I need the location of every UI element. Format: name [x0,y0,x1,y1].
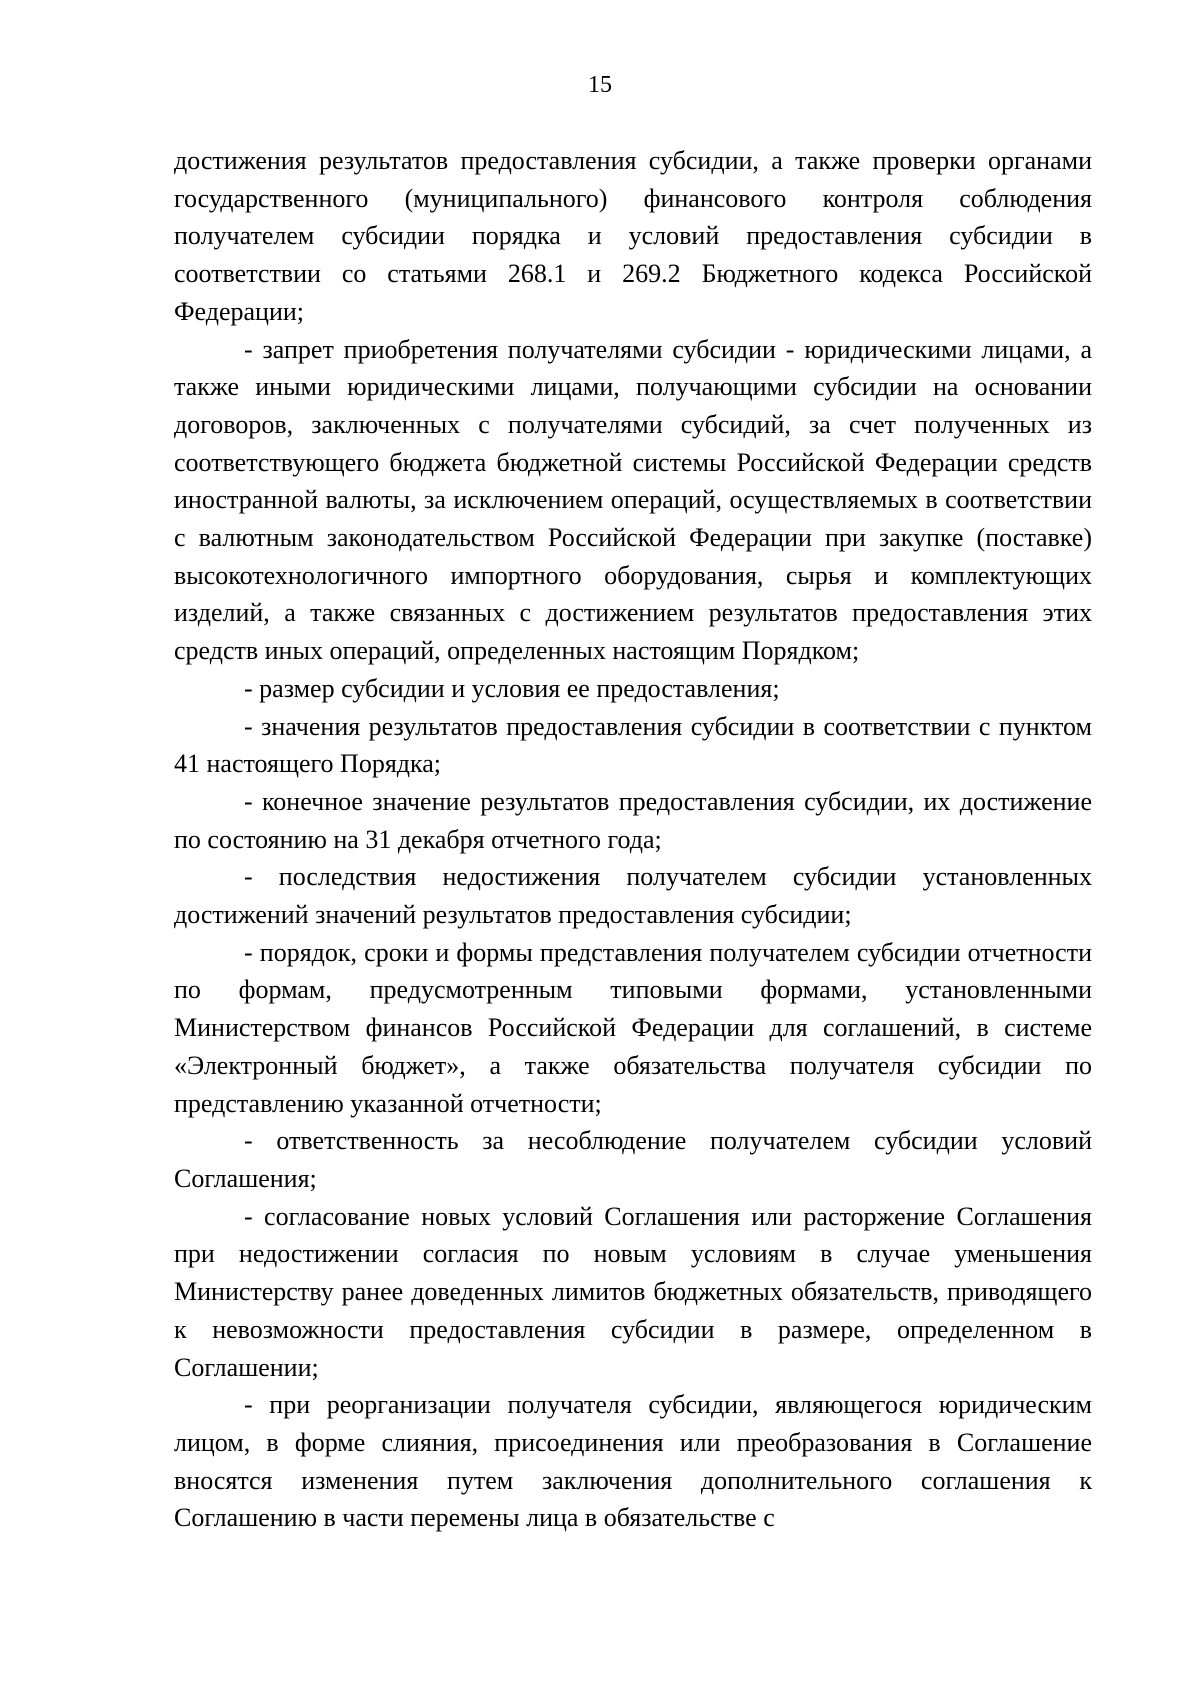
paragraph-new-conditions: - согласование новых условий Соглашения или расторжение Соглашения при недостижении согласия по новым условиям в случае уменьшения Министерству ранее доведенных лимитов бюджетных обязательств, приводящего к невозможности предоставления субсидии в размере, определенном в Соглашении; [174,1201,1092,1382]
paragraph-result-values: - значения результатов предоставления субсидии в соответствии с пунктом 41 настоящего Порядка; [174,711,1092,779]
paragraph-subsidy-size: - размер субсидии и условия ее предоставления; [244,673,780,703]
paragraph-reporting: - порядок, сроки и формы представления получателем субсидии отчетности по формам, предусмотренным типовыми формами, установленными Министерством финансов Российской Федерации для соглашений, в системе «Электронный бюджет», а также обязательства получателя субсидии по представлению указанной отчетности; [174,937,1092,1118]
paragraph-consequences: - последствия недостижения получателем субсидии установленных достижений значений результатов предоставления субсидии; [174,862,1092,930]
page-number: 15 [588,72,612,98]
paragraph-continuation: достижения результатов предоставления субсидии, а также проверки органами государственного (муниципального) финансового контроля соблюдения получателем субсидии порядка и условий предоставления субсидии в соответствии со статьями 268.1 и 269.2 Бюджетного кодекса Российской Федерации; [174,146,1092,326]
paragraph-final-value: - конечное значение результатов предоставления субсидии, их достижение по состоянию на 31 декабря отчетного года; [174,786,1092,854]
paragraph-reorganization: - при реорганизации получателя субсидии, являющегося юридическим лицом, в форме слияния, присоединения или преобразования в Соглашение вносятся изменения путем заключения дополнительного соглашения к Соглашению в части перемены лица в обязательстве с [174,1390,1092,1533]
document-body [174,142,1092,1537]
paragraph-currency-ban: - запрет приобретения получателями субсидии - юридическими лицами, а также иными юридическими лицами, получающими субсидии на основании договоров, заключенных с получателями субсидий, за счет полученных из соответствующего бюджета бюджетной системы Российской Федерации средств иностранной валюты, за исключением операций, осуществляемых в соответствии с валютным законодательством Российской Федерации при закупке (поставке) высокотехнологичного импортного оборудования, сырья и комплектующих изделий, а также связанных с достижением результатов предоставления этих средств иных операций, определенных настоящим Порядком; [174,334,1092,666]
paragraph-responsibility: - ответственность за несоблюдение получателем субсидии условий Соглашения; [174,1126,1092,1193]
